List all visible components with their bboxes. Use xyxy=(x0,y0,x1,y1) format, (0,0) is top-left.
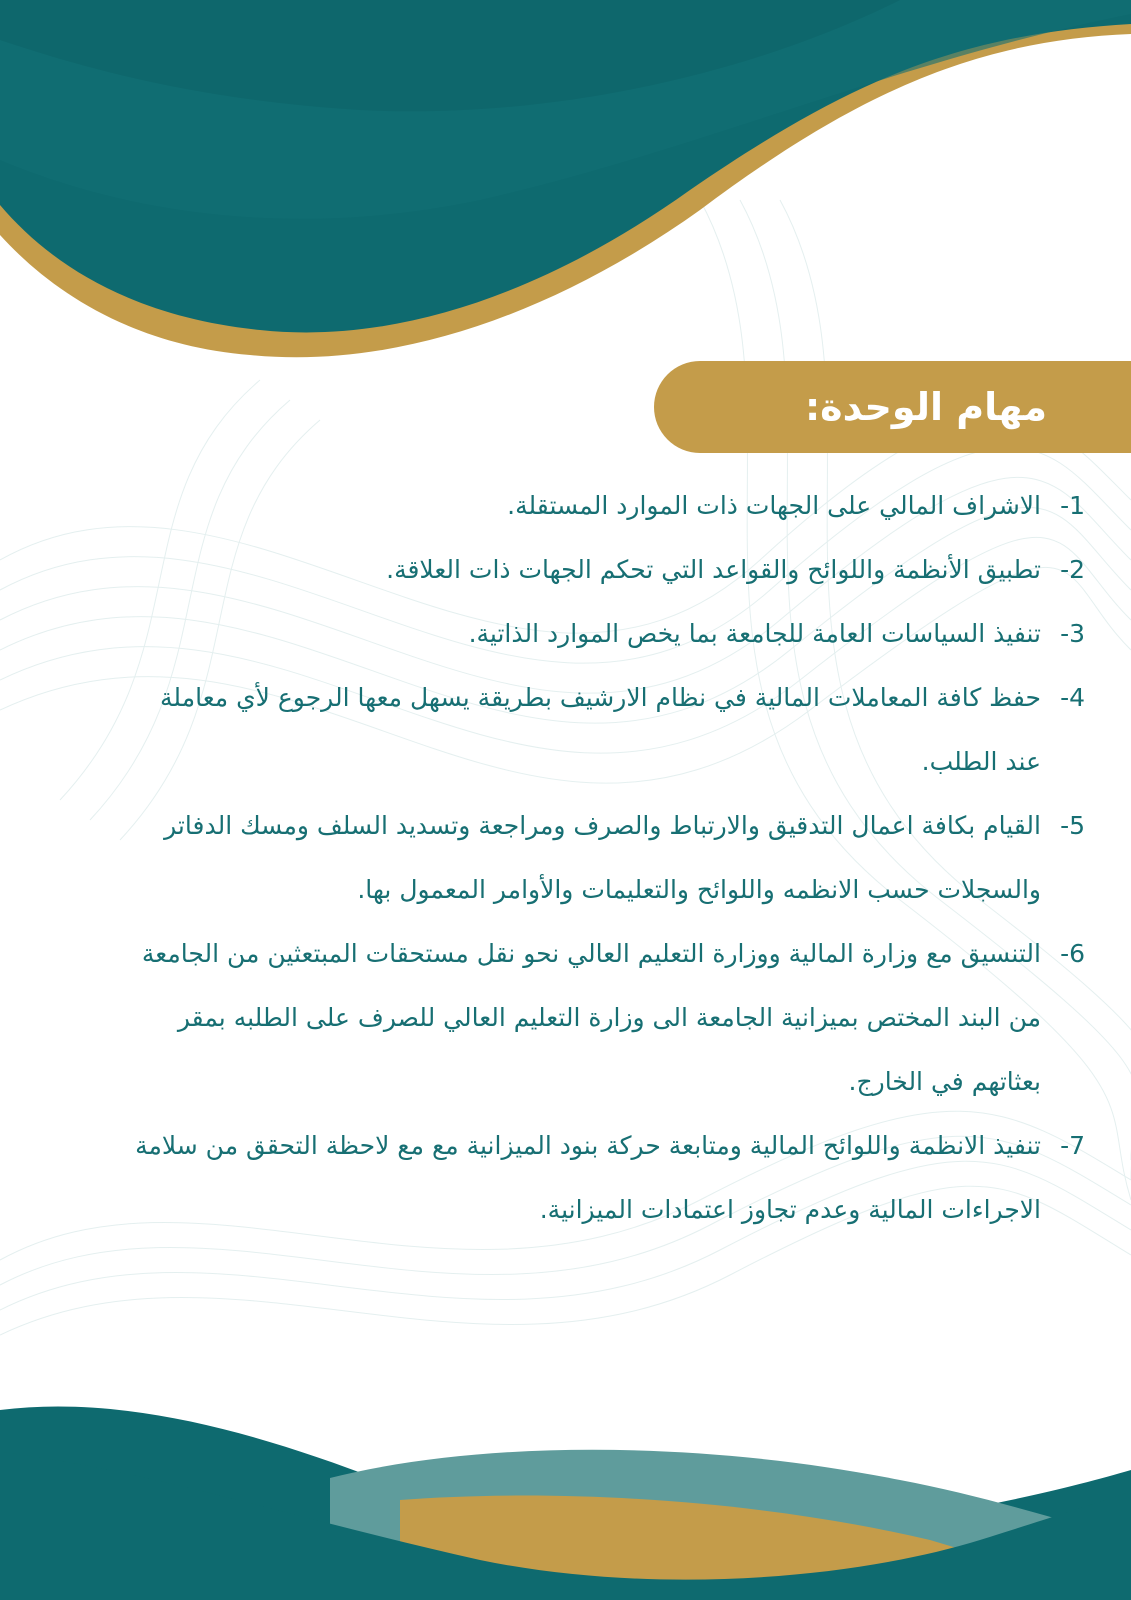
list-item xyxy=(120,666,1085,794)
list-item-number: -4 xyxy=(1060,683,1085,712)
list-item-text: تنفيذ السياسات العامة للجامعة بما يخص الموارد الذاتية. xyxy=(468,619,1041,648)
list-item-number: -3 xyxy=(1060,619,1085,648)
list-item-number: -2 xyxy=(1060,555,1085,584)
list-item-number: -5 xyxy=(1060,811,1085,840)
list-item xyxy=(120,538,1085,602)
list-item-number: -6 xyxy=(1060,939,1085,968)
list-item-text: التنسيق مع وزارة المالية ووزارة التعليم العالي نحو نقل مستحقات المبتعثين من الجامعة من البند المختص بميزانية الجامعة الى وزارة التعليم العالي للصرف على الطلبه بمقر بعثاتهم في الخارج. xyxy=(141,939,1041,1096)
title-banner xyxy=(654,361,1131,453)
list-item xyxy=(120,474,1085,538)
list-item xyxy=(120,922,1085,1114)
page-title: مهام الوحدة: xyxy=(804,385,1047,429)
list-item-text: تنفيذ الانظمة واللوائح المالية ومتابعة حركة بنود الميزانية مع مع لاحظة التحقق من سلامة الاجراءات المالية وعدم تجاوز اعتمادات الميزانية. xyxy=(135,1131,1041,1224)
list-item-text: الاشراف المالي على الجهات ذات الموارد المستقلة. xyxy=(507,491,1041,520)
list-item-text: القيام بكافة اعمال التدقيق والارتباط والصرف ومراجعة وتسديد السلف ومسك الدفاتر والسجلات حسب الانظمه واللوائح والتعليمات والأوامر المعمول بها. xyxy=(164,811,1041,904)
list-item-text: حفظ كافة المعاملات المالية في نظام الارشيف بطريقة يسهل معها الرجوع لأي معاملة عند الطلب. xyxy=(160,683,1041,776)
list-item-number: -7 xyxy=(1060,1131,1085,1160)
list-item-number: -1 xyxy=(1060,491,1085,520)
list-item xyxy=(120,1114,1085,1242)
list-item xyxy=(120,794,1085,922)
task-list xyxy=(120,474,1085,1242)
list-item xyxy=(120,602,1085,666)
list-item-text: تطبيق الأنظمة واللوائح والقواعد التي تحكم الجهات ذات العلاقة. xyxy=(386,555,1041,584)
